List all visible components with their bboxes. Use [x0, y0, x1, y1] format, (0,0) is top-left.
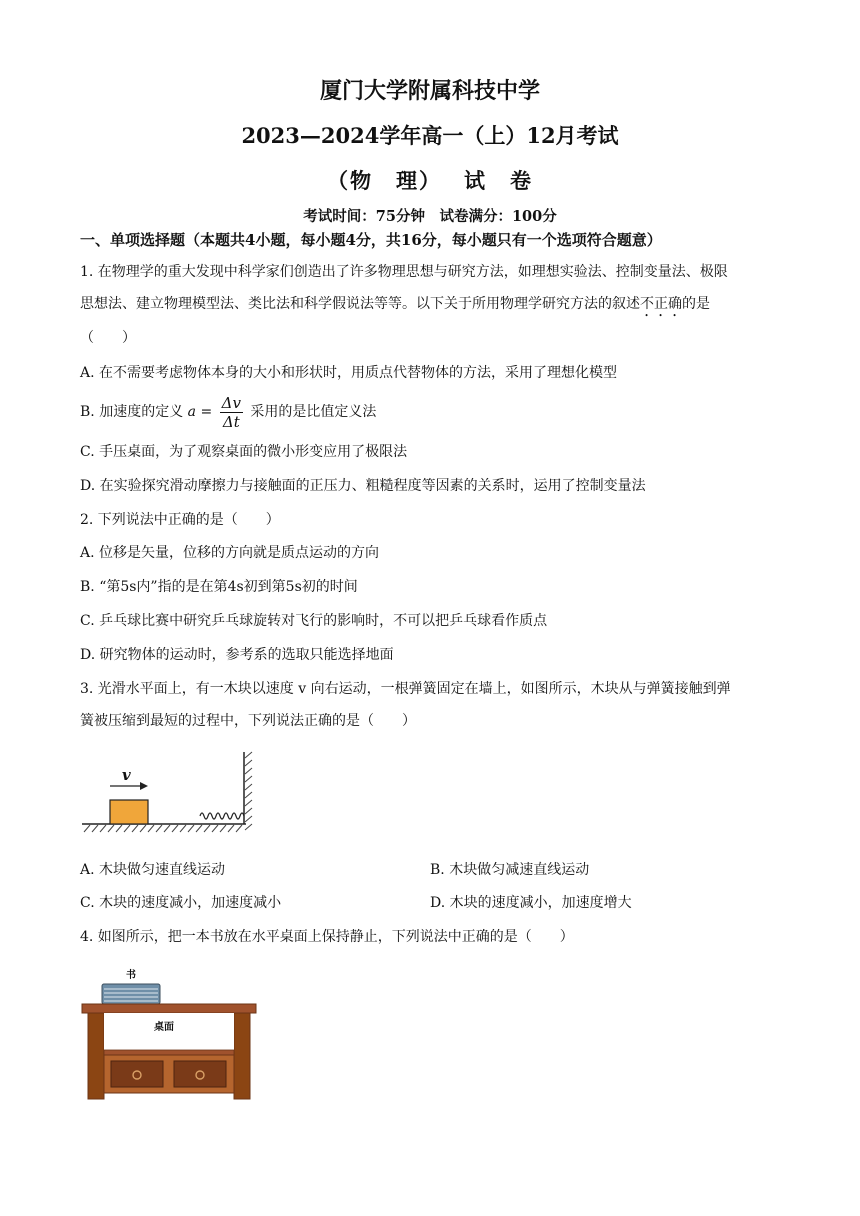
q3-stem-line1: 3. 光滑水平面上，有一木块以速度 v 向右运动，一根弹簧固定在墙上，如图所示，木块从与弹簧接触到弹 [80, 681, 731, 697]
q1-stem-line2-text: 思想法、建立物理模型法、类比法和科学假说法等等。以下关于所用物理学研究方法的叙述 [80, 296, 640, 312]
school-title: 厦门大学附属科技中学 [319, 78, 540, 104]
q2-option-b: B. “第5s内”指的是在第4s初到第5s初的时间 [80, 579, 358, 595]
q1-option-a: A. 在不需要考虑物体本身的大小和形状时，用质点代替物体的方法，采用了理想化模型 [80, 365, 618, 381]
desk [82, 1004, 256, 1099]
book-label: 书 [126, 970, 136, 981]
velocity-label: v [122, 766, 131, 784]
section-title: 一、单项选择题（本题共4小题，每小题4分，共16分，每小题只有一个选项符合题意） [80, 231, 662, 249]
q1-emphasis: 不正确 [640, 296, 682, 312]
book-desk-figure [80, 962, 260, 1104]
q3-option-a: A. 木块做匀速直线运动 [80, 862, 226, 878]
q4-stem: 4. 如图所示，把一本书放在水平桌面上保持静止，下列说法中正确的是（ ） [80, 929, 574, 945]
q3-option-d: D. 木块的速度减小，加速度增大 [430, 895, 632, 911]
fraction-denominator: Δt [222, 412, 240, 431]
paper-label: 试 卷 [464, 168, 533, 193]
ground-hatch [82, 824, 246, 832]
q2-stem: 2. 下列说法中正确的是（ ） [80, 512, 280, 528]
exam-title: 2023—2024学年高一（上）12月考试 [241, 123, 619, 148]
q1-option-b [80, 392, 376, 432]
subject-title [0, 165, 860, 195]
q1-answer-paren: （ ） [80, 330, 136, 346]
q1-option-b-end: 采用的是比值定义法 [250, 404, 377, 420]
q1-stem-line2 [80, 294, 710, 320]
delta-fraction [220, 394, 243, 431]
block-spring-figure [80, 750, 256, 836]
spring [200, 813, 244, 819]
equals-sign: = [200, 404, 213, 420]
q1-stem-line2-end: 的是 [682, 296, 710, 312]
wall [244, 752, 252, 830]
wooden-block [110, 800, 148, 824]
exam-meta: 考试时间：75分钟 试卷满分：100分 [303, 208, 557, 225]
q1-stem-line1: 1. 在物理学的重大发现中科学家们创造出了许多物理思想与研究方法，如理想实验法、控制变量法、极限 [80, 264, 728, 280]
q1-option-b-text: B. 加速度的定义 [80, 404, 184, 420]
book [102, 984, 160, 1004]
q3-stem-line2: 簧被压缩到最短的过程中，下列说法正确的是（ ） [80, 713, 416, 729]
q1-option-d: D. 在实验探究滑动摩擦力与接触面的正压力、粗糙程度等因素的关系时，运用了控制变量法 [80, 478, 646, 494]
acceleration-symbol: a [187, 404, 197, 420]
q3-option-b: B. 木块做匀减速直线运动 [430, 862, 590, 878]
desk-label: 桌面 [154, 1022, 174, 1033]
q2-option-c: C. 乒乓球比赛中研究乒乓球旋转对飞行的影响时，不可以把乒乓球看作质点 [80, 613, 548, 629]
q2-option-d: D. 研究物体的运动时，参考系的选取只能选择地面 [80, 647, 394, 663]
velocity-arrowhead [140, 782, 148, 790]
fraction-numerator: Δv [221, 393, 241, 412]
q1-option-c: C. 手压桌面，为了观察桌面的微小形变应用了极限法 [80, 444, 408, 460]
q2-option-a: A. 位移是矢量，位移的方向就是质点运动的方向 [80, 545, 380, 561]
subject-name: （物 理） [327, 168, 442, 193]
q3-option-c: C. 木块的速度减小，加速度减小 [80, 895, 282, 911]
